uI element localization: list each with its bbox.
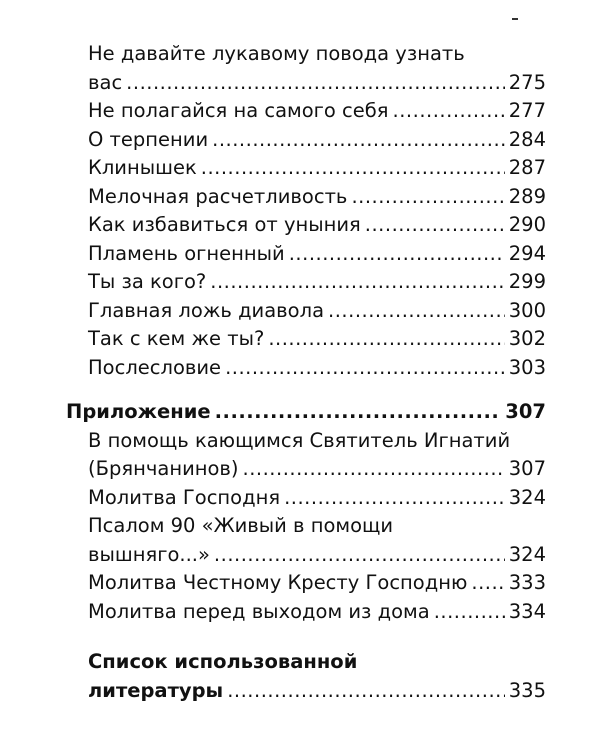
toc-entry-page: 324: [508, 485, 546, 509]
toc-entry-title: (Брянчанинов): [88, 457, 239, 480]
toc-entry-title: Клинышек: [88, 156, 197, 179]
print-mark: [512, 18, 518, 20]
toc-entry-page: 284: [508, 127, 546, 151]
dot-leader: [434, 598, 505, 627]
toc-entry-page: 275: [508, 70, 546, 94]
toc-entry-page: 277: [508, 99, 546, 122]
toc-entry-page: 300: [508, 298, 546, 322]
toc-entry-title: Молитва Честному Кресту Господню: [88, 571, 468, 594]
toc-entry[interactable]: [66, 268, 546, 297]
toc-entry-page: 333: [508, 571, 546, 594]
toc-entry-title-line: Псалом 90 «Живый в помощи: [88, 514, 394, 537]
toc-entry-page: 324: [508, 542, 546, 566]
toc-entry-title: Послесловие: [88, 355, 222, 379]
dot-leader: [471, 569, 504, 598]
dot-leader: [351, 183, 504, 212]
toc-entry-title: Пламень огненный: [88, 241, 285, 265]
toc-entry[interactable]: [66, 325, 546, 354]
toc-entry[interactable]: [66, 484, 546, 513]
dot-leader: [268, 325, 504, 354]
toc-entry-page: 289: [508, 184, 546, 208]
toc-entry-title: вышняго...»: [88, 542, 210, 566]
toc-entry-title: Мелочная расчетливость: [88, 184, 348, 208]
toc-entry[interactable]: [66, 211, 546, 240]
toc-entry-title: Главная ложь диавола: [88, 298, 325, 322]
toc-section-title: литературы: [88, 678, 224, 702]
toc-entry-page: 299: [508, 270, 546, 293]
dot-leader: [126, 69, 505, 98]
toc-section-page: 307: [505, 400, 546, 423]
toc-entry-title: Не полагайся на самого себя: [88, 99, 389, 122]
toc-entry-page: 294: [508, 241, 546, 265]
toc-entry[interactable]: [66, 427, 546, 484]
dot-leader: [225, 354, 505, 383]
toc-section-bibliography[interactable]: [66, 648, 546, 705]
toc-entry-page: 287: [508, 156, 546, 179]
toc-entry[interactable]: [66, 569, 546, 598]
toc-entry[interactable]: [66, 297, 546, 326]
toc-entry-page: 334: [508, 599, 546, 623]
toc-entry-page: 302: [508, 327, 546, 350]
toc-entry-title: Так с кем же ты?: [88, 327, 265, 350]
toc-entry[interactable]: [66, 97, 546, 126]
toc-section-page: 335: [508, 678, 546, 702]
toc-entry[interactable]: [66, 154, 546, 183]
dot-leader: [393, 97, 505, 126]
toc-entry[interactable]: [66, 40, 546, 97]
toc-entry-title: Ты за кого?: [88, 270, 207, 293]
toc-entry-title: Молитва Господня: [88, 485, 281, 509]
dot-leader: [214, 541, 505, 570]
toc-section-appendix[interactable]: [66, 398, 546, 427]
toc-entry-page: 290: [508, 213, 546, 236]
toc-entry-title-line: Не давайте лукавому повода узнать: [88, 42, 465, 65]
toc-entry[interactable]: [66, 512, 546, 569]
toc-entry[interactable]: [66, 598, 546, 627]
toc-entry[interactable]: [66, 240, 546, 269]
toc-entry-title: вас: [88, 70, 123, 94]
table-of-contents: [66, 40, 546, 705]
toc-entry[interactable]: [66, 354, 546, 383]
toc-section-title: Приложение: [66, 400, 211, 423]
toc-entry-title: О терпении: [88, 127, 209, 151]
dot-leader: [289, 240, 505, 269]
dot-leader: [212, 126, 505, 155]
toc-entry-title-line: В помощь кающимся Святитель Игнатий: [88, 428, 511, 452]
toc-section-title-line: Список использованной: [88, 650, 358, 673]
dot-leader: [210, 268, 505, 297]
toc-entry-title: Молитва перед выходом из дома: [88, 599, 430, 623]
toc-entry-page: 307: [508, 457, 546, 480]
dot-leader: [328, 297, 505, 326]
dot-leader: [243, 455, 505, 484]
toc-entry[interactable]: [66, 126, 546, 155]
toc-entry[interactable]: [66, 183, 546, 212]
dot-leader: [365, 211, 505, 240]
dot-leader: [284, 484, 505, 513]
dot-leader: [227, 677, 505, 706]
dot-leader: [215, 398, 502, 427]
toc-entry-page: 303: [508, 355, 546, 379]
dot-leader: [201, 154, 505, 183]
toc-entry-title: Как избавиться от уныния: [88, 213, 361, 236]
